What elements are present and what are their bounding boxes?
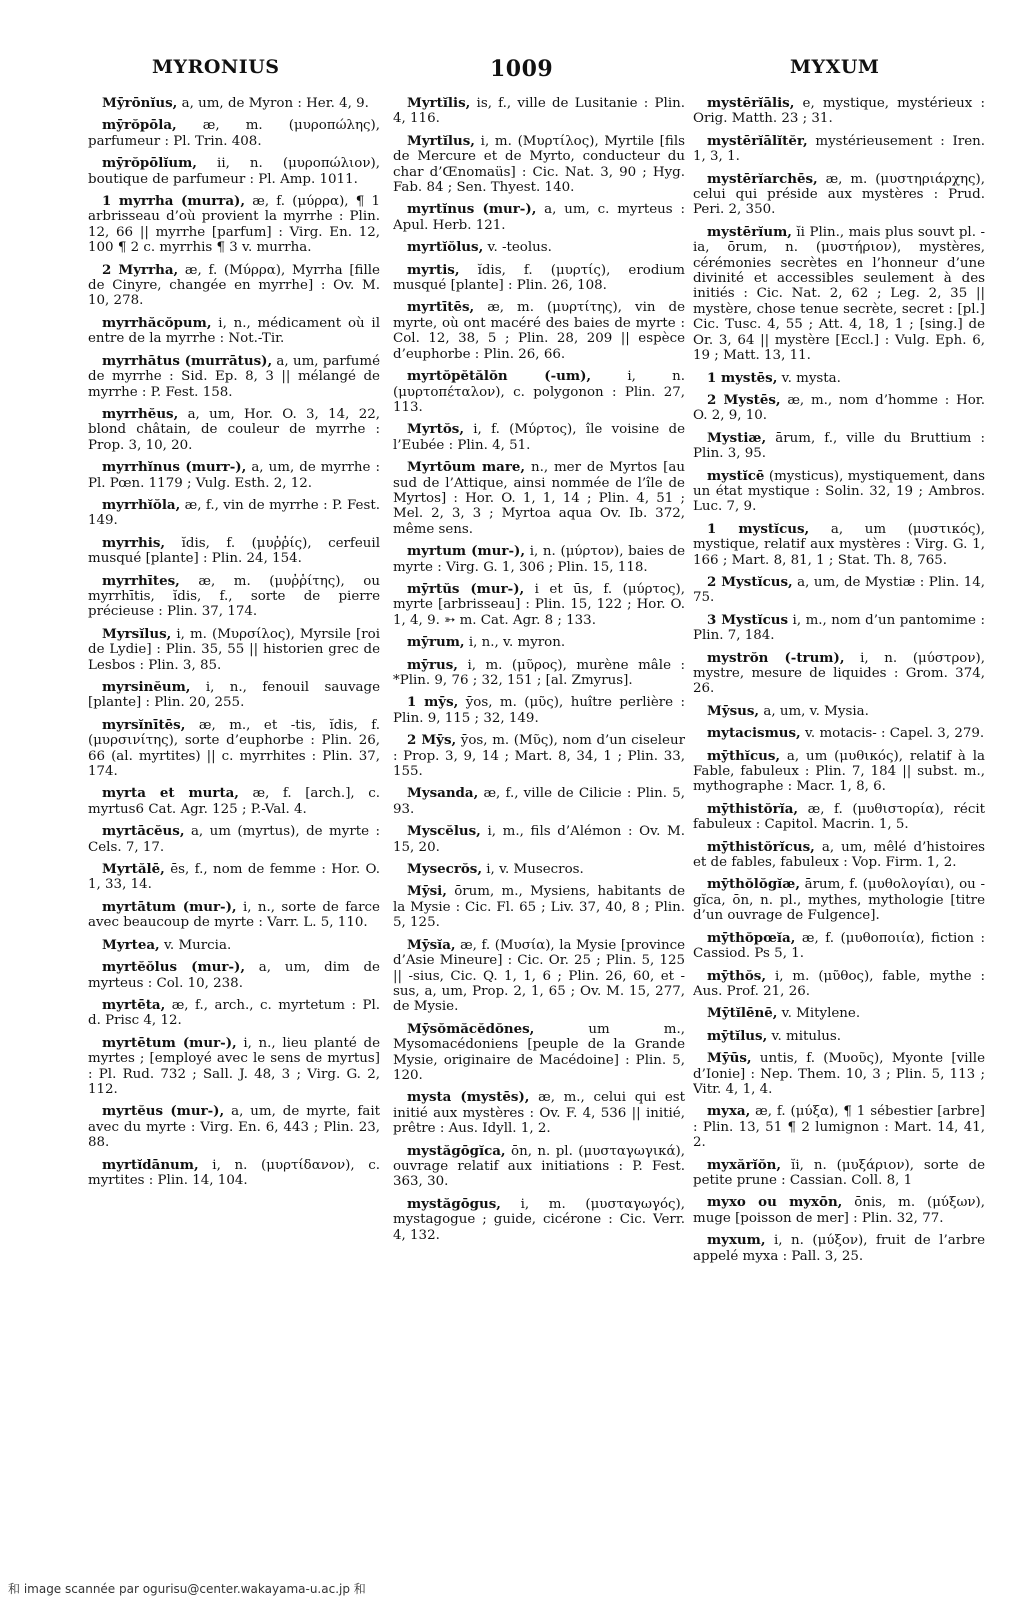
entry-definition: ōnis, m. (μύξων), muge [poisson de mer] : Plin. 32, 77. bbox=[693, 1195, 985, 1226]
dictionary-entry bbox=[88, 96, 380, 111]
entry-definition: i, m. (Μυρτίλος), Myrtile [fils de Mercure et de Myrto, conducteur du char d’Œnomaüs] : Cic. Nat. 3, 90 ; Hyg. Fab. 84 ; Sen. Thyest. 140. bbox=[393, 133, 685, 196]
entry-definition: v. Murcia. bbox=[159, 937, 232, 953]
dictionary-entry bbox=[693, 1006, 985, 1021]
dictionary-entry bbox=[393, 96, 685, 127]
entry-headword: mystĭcē bbox=[707, 467, 765, 484]
entry-headword: myrtĭdānum, bbox=[102, 1156, 199, 1173]
entry-definition: i, n. (μύξον), fruit de l’arbre appelé myxa : Pall. 3, 25. bbox=[693, 1233, 985, 1264]
entry-definition: æ, m. (μυστηριάρχης), celui qui préside aux mystères : Prud. Peri. 2, 350. bbox=[693, 171, 985, 218]
entry-definition: i, n. (μυρτίδανον), c. myrtites : Plin. 14, 104. bbox=[88, 1157, 380, 1188]
dictionary-entry bbox=[88, 118, 380, 149]
dictionary-entry bbox=[88, 627, 380, 673]
entry-headword: Myscĕlus, bbox=[407, 823, 481, 840]
entry-headword: myrrhăcŏpum, bbox=[102, 314, 212, 331]
entry-headword: Myrtea, bbox=[102, 936, 160, 953]
dictionary-entry bbox=[693, 877, 985, 923]
dictionary-entry bbox=[693, 1104, 985, 1150]
entry-headword: mystērĭālis, bbox=[707, 96, 795, 111]
entry-definition: ĭi Plin., mais plus souvt pl. -ia, ōrum, n. (μυστήριον), mystères, cérémonies secrètes en l’honneur d’une divinité et accessibles seulement à des initiés : Cic. Nat. 2, 62 ; Leg. 2, 35 || mystère, chose tenue secrète, secret : [pl.] Cic. Tusc. 4, 55 ; Att. 4, 18, 1 ; [sing.] de Or. 3, 64 || mystère [Eccl.] : Vulg. Eph. 6, 19 ; Matt. 13, 11. bbox=[693, 224, 985, 364]
entry-definition: ĭdis, f. (μυῤῥίς), cerfeuil musqué [plante] : Plin. 24, 154. bbox=[88, 535, 380, 567]
dictionary-entry bbox=[88, 824, 380, 855]
dictionary-entry bbox=[393, 1197, 685, 1243]
dictionary-columns bbox=[76, 96, 996, 1571]
entry-definition: ēs, f., nom de femme : Hor. O. 1, 33, 14. bbox=[88, 862, 380, 893]
entry-definition: æ, m., et -tis, ĭdis, f. (μυρσινίτης), sorte d’euphorbe : Plin. 26, 66 (al. myrtites) || c. myrrhites : Plin. 37, 174. bbox=[88, 717, 380, 780]
dictionary-entry bbox=[693, 172, 985, 218]
dictionary-entry bbox=[693, 613, 985, 644]
entry-definition: æ, f. (Μυσία), la Mysie [province d’Asie Mineure] : Cic. Or. 25 ; Plin. 5, 125 || -sius, Cic. Q. 1, 1, 6 ; Plin. 26, 60, et -sus, a, um, Prop. 2, 1, 65 ; Ov. M. 15, 277, de Mysie. bbox=[393, 937, 685, 1015]
dictionary-entry bbox=[88, 460, 380, 491]
entry-headword: mystērĭum, bbox=[707, 223, 792, 240]
entry-headword: 2 Myrrha, bbox=[102, 261, 179, 278]
dictionary-entry bbox=[393, 422, 685, 453]
dictionary-entry bbox=[693, 651, 985, 697]
entry-definition: æ, f., vin de myrrhe : P. Fest. 149. bbox=[88, 497, 380, 529]
dictionary-entry bbox=[693, 393, 985, 424]
entry-definition: æ, m., celui qui est initié aux mystères : Ov. F. 4, 536 || initié, prêtre : Aus. Idyll. 1, 2. bbox=[393, 1090, 685, 1137]
dictionary-entry bbox=[393, 1022, 685, 1084]
entry-definition: (mysticus), mystiquement, dans un état mystique : Solin. 32, 19 ; Ambros. Luc. 7, 9. bbox=[693, 468, 985, 515]
dictionary-entry bbox=[693, 575, 985, 606]
entry-definition: ii, n. (μυροπώλιον), boutique de parfumeur : Pl. Amp. 1011. bbox=[88, 156, 380, 187]
entry-headword: Mȳsĭa, bbox=[407, 936, 456, 953]
entry-headword: 2 Mystēs, bbox=[707, 391, 781, 408]
entry-headword: myrrhĭnus (murr-), bbox=[102, 459, 247, 476]
entry-headword: mystăgōgĭca, bbox=[407, 1142, 506, 1159]
entry-headword: Myrtōum mare, bbox=[407, 459, 526, 476]
dictionary-entry bbox=[88, 407, 380, 453]
entry-definition: a, um, parfumé de myrrhe : Sid. Ep. 8, 3 || mélangé de myrrhe : P. Fest. 158. bbox=[88, 353, 380, 400]
dictionary-entry bbox=[693, 1233, 985, 1264]
entry-headword: 2 Mȳs, bbox=[407, 732, 457, 749]
entry-headword: 1 mystēs, bbox=[707, 369, 778, 386]
dictionary-entry bbox=[693, 1158, 985, 1189]
entry-headword: mȳrum, bbox=[407, 634, 465, 651]
dictionary-entry bbox=[88, 536, 380, 567]
entry-definition: a, um, dim de myrteus : Col. 10, 238. bbox=[88, 960, 380, 991]
dictionary-entry bbox=[393, 635, 685, 650]
entry-definition: æ, f. [arch.], c. myrtus6 Cat. Agr. 125 ; P.-Val. 4. bbox=[88, 786, 380, 817]
entry-headword: Mysecrŏs, bbox=[407, 861, 483, 878]
dictionary-entry bbox=[88, 960, 380, 991]
entry-headword: myrtĭnus (mur-), bbox=[407, 201, 537, 218]
dictionary-entry bbox=[88, 194, 380, 256]
entry-headword: myrtītēs, bbox=[407, 299, 475, 316]
dictionary-entry bbox=[693, 371, 985, 386]
column-1 bbox=[88, 96, 380, 1571]
entry-headword: mysta (mystēs), bbox=[407, 1089, 530, 1106]
entry-definition: n., mer de Myrtos [au sud de l’Attique, ainsi nommée de l’île de Myrtos] : Hor. O. 1, 1, 14 ; Plin. 4, 51 ; Mel. 2, 3, 3 ; Myrtoa aqua Ov. Ib. 372, même sens. bbox=[393, 460, 685, 537]
dictionary-entry bbox=[88, 938, 380, 953]
entry-definition: ĭi, n. (μυξάριον), sorte de petite prune : Cassian. Coll. 8, 1 bbox=[693, 1157, 985, 1188]
entry-definition: æ, f. (Μύρρα), Myrrha [fille de Cinyre, changée en myrrhe] : Ov. M. 10, 278. bbox=[88, 262, 380, 309]
entry-definition: i, f. (Μύρτος), île voisine de l’Eubée : Plin. 4, 51. bbox=[393, 422, 685, 453]
page-header bbox=[0, 56, 1024, 84]
entry-headword: Mystiæ, bbox=[707, 429, 767, 446]
entry-headword: myrtātum (mur-), bbox=[102, 898, 237, 915]
entry-definition: is, f., ville de Lusitanie : Plin. 4, 116. bbox=[393, 96, 685, 127]
entry-definition: æ, m. (μυροπώλης), parfumeur : Pl. Trin. 408. bbox=[88, 118, 380, 149]
entry-definition: untis, f. (Μυοῦς), Myonte [ville d’Ionie] : Nep. Them. 10, 3 ; Plin. 5, 113 ; Vitr. 4, 1, 4. bbox=[693, 1051, 985, 1097]
entry-definition: v. mitulus. bbox=[767, 1028, 842, 1044]
entry-headword: mȳtĭlus, bbox=[707, 1027, 768, 1044]
dictionary-entry bbox=[88, 718, 380, 780]
entry-definition: ĭdis, f. (μυρτίς), erodium musqué [plante] : Plin. 26, 108. bbox=[393, 262, 685, 294]
dictionary-entry bbox=[693, 1029, 985, 1044]
entry-definition: ōrum, m., Mysiens, habitants de la Mysie : Cic. Fl. 65 ; Liv. 37, 40, 8 ; Plin. 5, 125. bbox=[393, 884, 685, 931]
entry-headword: Myrtĭlus, bbox=[407, 132, 475, 149]
entry-headword: mytacismus, bbox=[707, 725, 801, 742]
entry-headword: myrrhātus (murrātus), bbox=[102, 352, 273, 369]
dictionary-entry bbox=[88, 1036, 380, 1098]
entry-definition: i, m. (μυσταγωγός), mystagogue ; guide, cicérone : Cic. Verr. 4, 132. bbox=[393, 1196, 685, 1243]
entry-headword: Mȳtĭlēnē, bbox=[707, 1005, 778, 1022]
entry-headword: myrtŏpĕtălŏn (-um), bbox=[407, 368, 592, 385]
entry-headword: mȳthŏpœĭa, bbox=[707, 929, 796, 946]
entry-headword: mȳrŏpōlĭum, bbox=[102, 155, 197, 172]
entry-definition: e, mystique, mystérieux : Orig. Matth. 23 ; 31. bbox=[693, 96, 985, 127]
entry-headword: myxo ou myxōn, bbox=[707, 1194, 843, 1211]
dictionary-entry bbox=[393, 1144, 685, 1190]
dictionary-entry bbox=[88, 498, 380, 529]
entry-definition: a, um, de Myron : Her. 4, 9. bbox=[177, 96, 369, 111]
dictionary-entry bbox=[693, 840, 985, 871]
entry-definition: ārum, f. (μυθολογίαι), ou -gĭca, ōn, n. pl., mythes, mythologie [titre d’un ouvrage de Fulgence]. bbox=[693, 877, 985, 924]
column-2 bbox=[393, 96, 685, 1571]
entry-definition: um m., Mysomacédoniens [peuple de la Grande Mysie, originaire de Macédoine] : Plin. 5, 120. bbox=[393, 1021, 685, 1083]
entry-definition: i, n., sorte de farce avec beaucoup de myrte : Varr. L. 5, 110. bbox=[88, 899, 380, 931]
page-number: 1009 bbox=[490, 56, 554, 82]
entry-definition: i, n. (μύρτον), baies de myrte : Virg. G. 1, 306 ; Plin. 15, 118. bbox=[393, 544, 685, 575]
entry-headword: myrtĕus (mur-), bbox=[102, 1103, 225, 1120]
entry-headword: myrsĭnītēs, bbox=[102, 716, 186, 733]
entry-headword: myrtētum (mur-), bbox=[102, 1034, 237, 1051]
entry-headword: 2 Mystĭcus, bbox=[707, 573, 793, 590]
entry-definition: i, v. Musecros. bbox=[482, 862, 584, 878]
dictionary-entry bbox=[393, 938, 685, 1015]
entry-definition: ārum, f., ville du Bruttium : Plin. 3, 95. bbox=[693, 430, 985, 462]
entry-headword: myrsinĕum, bbox=[102, 679, 191, 695]
entry-definition: a, um (μυθικός), relatif à la Fable, fabuleux : Plin. 7, 184 || subst. m., mythographe : Macr. 1, 8, 6. bbox=[693, 748, 985, 795]
dictionary-entry bbox=[693, 802, 985, 833]
entry-definition: i, m. (μῦρος), murène mâle : *Plin. 9, 76 ; 32, 151 ; [al. Zmyrus]. bbox=[393, 657, 685, 688]
dictionary-entry bbox=[88, 862, 380, 893]
entry-headword: myxum, bbox=[707, 1232, 766, 1249]
dictionary-entry bbox=[393, 824, 685, 855]
entry-definition: v. Mitylene. bbox=[777, 1006, 861, 1022]
entry-definition: æ, m. (μυρτίτης), vin de myrte, où ont macéré des baies de myrte : Col. 12, 38, 5 ; Plin. 28, 209 || espèce d’euphorbe : Plin. 26, 66. bbox=[393, 300, 685, 362]
entry-headword: 1 mȳs, bbox=[407, 694, 459, 711]
header-last-word: MYXUM bbox=[790, 56, 880, 78]
entry-headword: mȳrus, bbox=[407, 656, 458, 673]
entry-definition: a, um, de myrrhe : Pl. Pœn. 1179 ; Vulg. Esth. 2, 12. bbox=[88, 460, 380, 491]
entry-headword: myxa, bbox=[707, 1103, 751, 1120]
dictionary-entry bbox=[88, 1104, 380, 1150]
dictionary-entry bbox=[88, 354, 380, 400]
entry-definition: v. motacis- : Capel. 3, 279. bbox=[800, 726, 985, 742]
dictionary-entry bbox=[693, 96, 985, 127]
dictionary-entry bbox=[693, 469, 985, 515]
entry-definition: æ, f., arch., c. myrtetum : Pl. d. Prisc 4, 12. bbox=[88, 997, 380, 1029]
entry-definition: mystérieusement : Iren. 1, 3, 1. bbox=[693, 133, 985, 165]
entry-headword: Mȳsus, bbox=[707, 702, 760, 719]
entry-headword: mȳthistŏrĭcus, bbox=[707, 838, 815, 855]
dictionary-entry bbox=[393, 695, 685, 726]
dictionary-entry bbox=[693, 704, 985, 719]
entry-definition: i, m., fils d’Alémon : Ov. M. 15, 20. bbox=[393, 824, 685, 855]
entry-headword: Mȳsŏmăcĕdŏnes, bbox=[407, 1020, 535, 1037]
entry-definition: æ, f. (μυθιστορία), récit fabuleux : Capitol. Macrin. 1, 5. bbox=[693, 801, 985, 833]
dictionary-entry bbox=[693, 1051, 985, 1097]
dictionary-entry bbox=[393, 263, 685, 294]
entry-definition: a, um, v. Mysia. bbox=[759, 703, 869, 719]
entry-headword: myrta et murta, bbox=[102, 785, 239, 802]
entry-headword: mystērĭālĭtĕr, bbox=[707, 132, 808, 149]
dictionary-entry bbox=[693, 1195, 985, 1226]
entry-headword: mystērĭarchēs, bbox=[707, 170, 818, 187]
entry-headword: myrrhĭŏla, bbox=[102, 496, 181, 513]
entry-headword: mȳthistŏrĭa, bbox=[707, 800, 799, 817]
entry-headword: myrtĕŏlus (mur-), bbox=[102, 959, 246, 976]
entry-headword: myrtis, bbox=[407, 261, 460, 278]
entry-definition: v. mysta. bbox=[777, 370, 841, 386]
entry-headword: Mysanda, bbox=[407, 785, 479, 802]
entry-headword: myrtācĕus, bbox=[102, 823, 185, 840]
entry-definition: a, um, mêlé d’histoires et de fables, fabuleux : Vop. Firm. 1, 2. bbox=[693, 839, 985, 871]
entry-headword: myrrhĕus, bbox=[102, 405, 179, 422]
entry-definition: a, um, c. myrteus : Apul. Herb. 121. bbox=[393, 202, 685, 233]
entry-definition: ȳos, m. (Μῦς), nom d’un ciseleur : Prop. 3, 9, 14 ; Mart. 8, 34, 1 ; Plin. 33, 155. bbox=[393, 733, 685, 780]
dictionary-entry bbox=[88, 156, 380, 187]
dictionary-entry bbox=[88, 574, 380, 620]
entry-definition: i, m. (Μυρσίλος), Myrsile [roi de Lydie] : Plin. 35, 55 || historien grec de Lesbos : Plin. 3, 85. bbox=[88, 626, 380, 673]
dictionary-entry bbox=[693, 134, 985, 165]
dictionary-entry bbox=[693, 522, 985, 568]
dictionary-entry bbox=[693, 931, 985, 962]
entry-definition: æ, m. (μυῤῥίτης), ou myrrhītis, ĭdis, f., sorte de pierre précieuse : Plin. 37, 174. bbox=[88, 573, 380, 620]
entry-headword: mȳthŏs, bbox=[707, 967, 767, 984]
entry-headword: Myrtălē, bbox=[102, 861, 165, 878]
dictionary-entry bbox=[393, 733, 685, 779]
entry-definition: i, n. (μυρτοπέταλον), c. polygonon : Plin. 27, 113. bbox=[393, 369, 685, 415]
entry-headword: myrtum (mur-), bbox=[407, 543, 526, 560]
entry-headword: Mȳrōnĭus, bbox=[102, 96, 178, 111]
dictionary-entry bbox=[88, 1158, 380, 1189]
entry-definition: i, m. (μῦθος), fable, mythe : Aus. Prof. 21, 26. bbox=[693, 968, 985, 999]
dictionary-entry bbox=[693, 431, 985, 462]
entry-headword: mȳthĭcus, bbox=[707, 747, 781, 764]
entry-definition: a, um, Hor. O. 3, 14, 22, blond châtain, de couleur de myrrhe : Prop. 3, 10, 20. bbox=[88, 406, 380, 453]
entry-definition: a, um (myrtus), de myrte : Cels. 7, 17. bbox=[88, 824, 380, 855]
entry-headword: Myrtŏs, bbox=[407, 421, 464, 438]
entry-headword: 1 myrrha (murra), bbox=[102, 193, 246, 210]
dictionary-entry bbox=[393, 460, 685, 537]
entry-definition: æ, f., ville de Cilicie : Plin. 5, 93. bbox=[393, 786, 685, 817]
entry-definition: æ, f. (μύξα), ¶ 1 sébestier [arbre] : Plin. 13, 51 ¶ 2 lumignon : Mart. 14, 41, 2. bbox=[693, 1104, 985, 1151]
dictionary-entry bbox=[693, 969, 985, 1000]
dictionary-entry bbox=[88, 680, 380, 711]
dictionary-entry bbox=[393, 369, 685, 415]
dictionary-entry bbox=[393, 134, 685, 196]
entry-definition: i, n., lieu planté de myrtes ; [employé avec le sens de myrtus] : Pl. Rud. 732 ; Sall. J. 48, 3 ; Virg. G. 2, 112. bbox=[88, 1035, 380, 1097]
entry-headword: Myrsĭlus, bbox=[102, 625, 172, 642]
column-3 bbox=[693, 96, 985, 1571]
header-first-word: MYRONIUS bbox=[152, 56, 280, 78]
entry-definition: i, n., v. myron. bbox=[464, 635, 566, 651]
entry-definition: æ, m., nom d’homme : Hor. O. 2, 9, 10. bbox=[693, 392, 985, 424]
dictionary-entry bbox=[88, 263, 380, 309]
entry-definition: i, n. (μύστρον), mystre, mesure de liquides : Grom. 374, 26. bbox=[693, 650, 985, 697]
entry-definition: ōn, n. pl. (μυσταγωγικά), ouvrage relatif aux initiations : P. Fest. 363, 30. bbox=[393, 1143, 685, 1190]
entry-headword: myrrhis, bbox=[102, 534, 166, 551]
dictionary-entry bbox=[393, 1090, 685, 1136]
entry-definition: a, um, de myrte, fait avec du myrte : Virg. En. 6, 443 ; Plin. 23, 88. bbox=[88, 1104, 380, 1151]
entry-headword: myrtĭŏlus, bbox=[407, 239, 484, 256]
entry-definition: æ, f. (μυθοποιία), fiction : Cassiod. Ps 5, 1. bbox=[693, 930, 985, 962]
entry-headword: myrtēta, bbox=[102, 996, 166, 1013]
entry-headword: Mȳsi, bbox=[407, 883, 447, 900]
dictionary-entry bbox=[393, 582, 685, 628]
entry-headword: myrrhītes, bbox=[102, 572, 180, 589]
entry-definition: v. -teolus. bbox=[483, 240, 552, 256]
entry-headword: 3 Mystĭcus bbox=[707, 611, 789, 628]
dictionary-entry bbox=[393, 202, 685, 233]
dictionary-entry bbox=[393, 786, 685, 817]
dictionary-entry bbox=[88, 998, 380, 1029]
entry-headword: mystăgōgus, bbox=[407, 1195, 501, 1212]
entry-definition: i, n., fenouil sauvage [plante] : Plin. 20, 255. bbox=[88, 680, 380, 711]
dictionary-entry bbox=[693, 225, 985, 364]
entry-definition: i, m., nom d’un pantomime : Plin. 7, 184. bbox=[693, 612, 985, 644]
entry-headword: 1 mystĭcus, bbox=[707, 520, 810, 537]
entry-definition: ȳos, m. (μῦς), huître perlière : Plin. 9, 115 ; 32, 149. bbox=[393, 695, 685, 726]
dictionary-entry bbox=[393, 544, 685, 575]
entry-headword: mȳthŏlŏgĭæ, bbox=[707, 876, 800, 893]
dictionary-entry bbox=[393, 658, 685, 689]
dictionary-entry bbox=[393, 300, 685, 362]
entry-definition: a, um (μυστικός), mystique, relatif aux mystères : Virg. G. 1, 166 ; Mart. 8, 81, 1 ; Stat. Th. 8, 765. bbox=[693, 521, 985, 568]
dictionary-entry bbox=[88, 900, 380, 931]
dictionary-entry bbox=[393, 884, 685, 930]
entry-headword: mystrŏn (-trum), bbox=[707, 649, 845, 666]
dictionary-entry bbox=[88, 316, 380, 347]
entry-headword: myxărĭŏn, bbox=[707, 1156, 782, 1173]
dictionary-entry bbox=[88, 786, 380, 817]
dictionary-entry bbox=[693, 726, 985, 741]
dictionary-entry bbox=[393, 240, 685, 255]
entry-headword: Mȳūs, bbox=[707, 1050, 752, 1067]
entry-definition: i, n., médicament où il entre de la myrrhe : Not.-Tir. bbox=[88, 315, 380, 347]
entry-headword: Myrtĭlis, bbox=[407, 96, 471, 111]
entry-definition: i et ūs, f. (μύρτος), myrte [arbrisseau] : Plin. 15, 122 ; Hor. O. 1, 4, 9. ➳ m. Cat. Agr. 8 ; 133. bbox=[393, 581, 685, 628]
dictionary-entry bbox=[393, 862, 685, 877]
dictionary-entry bbox=[693, 749, 985, 795]
scan-credit: 和 image scannée par ogurisu@center.wakayama-u.ac.jp 和 bbox=[8, 1582, 366, 1596]
entry-definition: a, um, de Mystiæ : Plin. 14, 75. bbox=[693, 574, 985, 606]
entry-headword: mȳrŏpōla, bbox=[102, 117, 177, 134]
entry-definition: æ, f. (μύρρα), ¶ 1 arbrisseau d’où provient la myrrhe : Plin. 12, 66 || myrrhe [parfum] : Virg. En. 12, 100 ¶ 2 c. myrrhis ¶ 3 v. murrha. bbox=[88, 194, 380, 256]
entry-headword: mȳrtŭs (mur-), bbox=[407, 580, 525, 597]
